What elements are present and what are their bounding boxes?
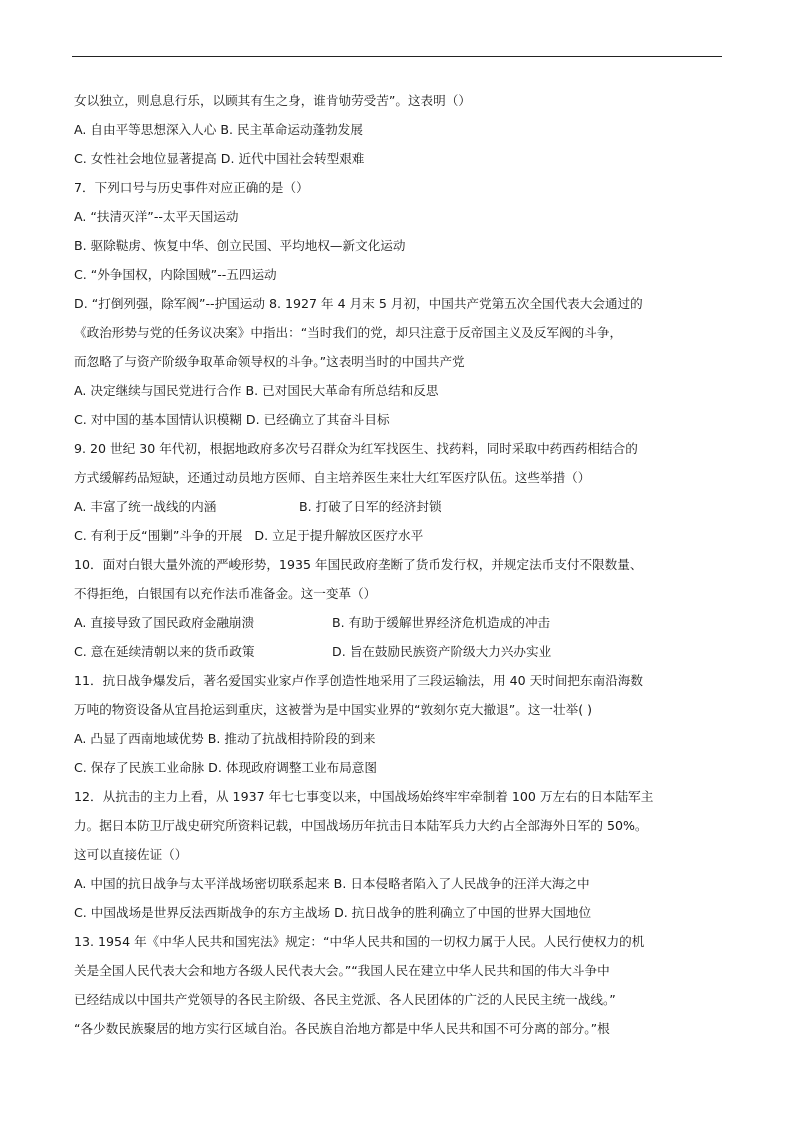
q12-options-cd: C. 中国战场是世界反法西斯战争的东方主战场 D. 抗日战争的胜利确立了中国的世界大国地位 (74, 905, 592, 920)
q10-options-ab (74, 614, 722, 632)
q8-stem-line3: 而忽略了与资产阶级争取革命领导权的斗争。”这表明当时的中国共产党 (74, 354, 465, 369)
q12-stem: 12．从抗击的主力上看，从 1937 年七七事变以来，中国战场始终牢牢牵制着 100 万左右的日本陆军主 (74, 789, 654, 804)
q7-option-a: A. “扶清灭洋”--太平天国运动 (74, 209, 239, 224)
q10-option-c: C. 意在延续清朝以来的货币政策 (74, 644, 255, 659)
q12-stem-line3: 这可以直接佐证（） (74, 847, 188, 862)
q9-option-c: C. 有利于反“围剿”斗争的开展 (74, 528, 243, 543)
q7-option-d-q8-stem: D. “打倒列强，除军阀”--护国运动 8. 1927 年 4 月末 5 月初，中国共产党第五次全国代表大会通过的 (74, 296, 643, 311)
q10-option-a: A. 直接导致了国民政府金融崩溃 (74, 615, 255, 630)
q11-options-cd: C. 保存了民族工业命脉 D. 体现政府调整工业布局意图 (74, 760, 377, 775)
q13-stem-line2: 关是全国人民代表大会和地方各级人民代表大会。”“我国人民在建立中华人民共和国的伟大斗争中 (74, 963, 610, 978)
q7-option-c: C. “外争国权，内除国贼”--五四运动 (74, 267, 277, 282)
q11-stem: 11．抗日战争爆发后，著名爱国实业家卢作孚创造性地采用了三段运输法，用 40 天时间把东南沿海数 (74, 673, 643, 688)
q11-options-ab: A. 凸显了西南地域优势 B. 推动了抗战相持阶段的到来 (74, 731, 376, 746)
q9-options-ab (74, 498, 722, 516)
q9-option-a: A. 丰富了统一战线的内涵 (74, 499, 217, 514)
header-rule (72, 56, 722, 57)
q12-stem-line2: 力。据日本防卫厅战史研究所资料记载，中国战场历年抗击日本陆军兵力大约占全部海外日军的 50%。 (74, 818, 648, 833)
q7-stem: 7．下列口号与历史事件对应正确的是（） (74, 180, 309, 195)
q10-option-b: B. 有助于缓解世界经济危机造成的冲击 (332, 615, 551, 630)
q13-stem-line4: “各少数民族聚居的地方实行区域自治。各民族自治地方都是中华人民共和国不可分离的部分。”根 (74, 1021, 610, 1036)
q9-option-d: D. 立足于提升解放区医疗水平 (254, 528, 424, 543)
q6-options-cd: C. 女性社会地位显著提高 D. 近代中国社会转型艰难 (74, 151, 365, 166)
q11-stem-line2: 万吨的物资设备从宜昌抢运到重庆，这被誉为是中国实业界的“敦刻尔克大撤退”。这一壮举( ) (74, 702, 593, 717)
exam-page (74, 92, 722, 1038)
q9-stem: 9. 20 世纪 30 年代初，根据地政府多次号召群众为红军找医生、找药料，同时采取中药西药相结合的 (74, 441, 638, 456)
q10-stem: 10．面对白银大量外流的严峻形势，1935 年国民政府垄断了货币发行权，并规定法币支付不限数量、 (74, 557, 643, 572)
q9-option-b: B. 打破了日军的经济封锁 (299, 499, 442, 514)
q10-stem-line2: 不得拒绝，白银国有以充作法币准备金。这一变革（） (74, 586, 377, 601)
q10-options-cd (74, 643, 722, 661)
q10-option-d: D. 旨在鼓励民族资产阶级大力兴办实业 (332, 644, 552, 659)
q6-options-ab: A. 自由平等思想深入人心 B. 民主革命运动蓬勃发展 (74, 122, 363, 137)
q6-stem-end: 女以独立，则息息行乐，以顾其有生之身，谁肯劬劳受苦”。这表明（） (74, 93, 471, 108)
q13-stem-line3: 已经结成以中国共产党领导的各民主阶级、各民主党派、各人民团体的广泛的人民民主统一战线。” (74, 992, 616, 1007)
q8-options-cd: C. 对中国的基本国情认识模糊 D. 已经确立了其奋斗目标 (74, 412, 390, 427)
q8-stem-line2: 《政治形势与党的任务议决案》中指出：“当时我们的党，却只注意于反帝国主义及反军阀的斗争， (74, 325, 623, 340)
q7-option-b: B. 驱除鞑虏、恢复中华、创立民国、平均地权—新文化运动 (74, 238, 406, 253)
q12-options-ab: A. 中国的抗日战争与太平洋战场密切联系起来 B. 日本侵略者陷入了人民战争的汪洋大海之中 (74, 876, 590, 891)
q8-options-ab: A. 决定继续与国民党进行合作 B. 已对国民大革命有所总结和反思 (74, 383, 439, 398)
q9-options-cd (74, 527, 722, 545)
q13-stem: 13. 1954 年《中华人民共和国宪法》规定：“中华人民共和国的一切权力属于人民。人民行使权力的机 (74, 934, 645, 949)
q9-stem-line2: 方式缓解药品短缺，还通过动员地方医师、自主培养医生来壮大红军医疗队伍。这些举措（） (74, 470, 591, 485)
